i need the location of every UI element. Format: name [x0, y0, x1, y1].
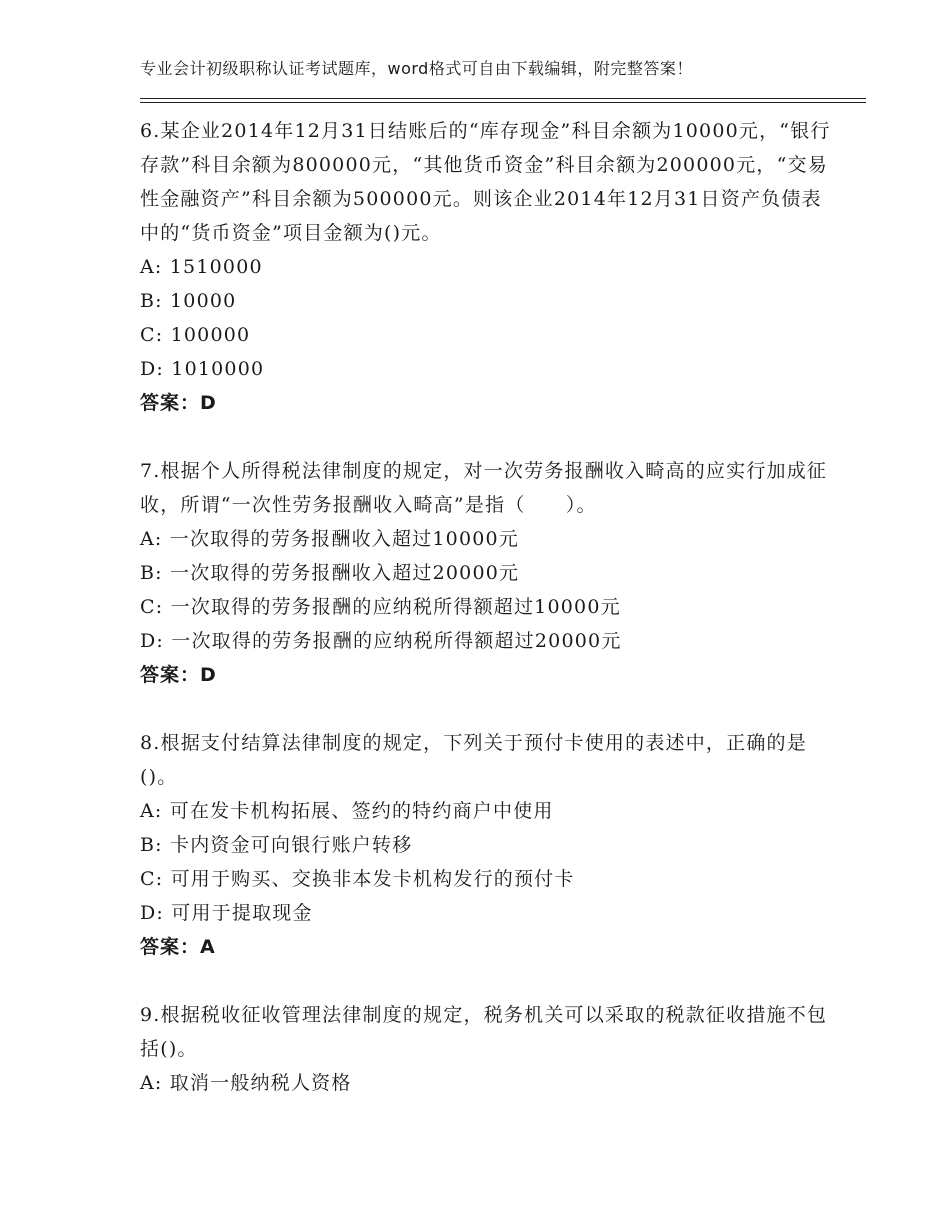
option-d: D: 可用于提取现金 — [140, 902, 313, 924]
option-d: D: 一次取得的劳务报酬的应纳税所得额超过20000元 — [140, 630, 622, 652]
option-b: B: 10000 — [140, 290, 237, 312]
question-list — [140, 114, 840, 1134]
option-c: C: 一次取得的劳务报酬的应纳税所得额超过10000元 — [140, 596, 621, 618]
question-7 — [140, 454, 840, 692]
option-a: A: 一次取得的劳务报酬收入超过10000元 — [140, 528, 520, 550]
option-a: A: 1510000 — [140, 256, 263, 278]
option-c: C: 可用于购买、交换非本发卡机构发行的预付卡 — [140, 868, 575, 890]
question-stem: 8.根据支付结算法律制度的规定，下列关于预付卡使用的表述中，正确的是()。 — [140, 732, 807, 788]
option-b: B: 一次取得的劳务报酬收入超过20000元 — [140, 562, 520, 584]
question-stem: 6.某企业2014年12月31日结账后的“库存现金”科目余额为10000元，“银行存款”科目余额为800000元，“其他货币资金”科目余额为200000元，“交易性金融资产”科目余额为500000元。则该企业2014年12月31日资产负债表中的“货币资金”项目金额为()元。 — [140, 120, 831, 244]
question-stem: 7.根据个人所得税法律制度的规定，对一次劳务报酬收入畸高的应实行加成征收，所谓“一次性劳务报酬收入畸高”是指（ ）。 — [140, 460, 828, 516]
option-a: A: 可在发卡机构拓展、签约的特约商户中使用 — [140, 800, 554, 822]
option-c: C: 100000 — [140, 324, 251, 346]
option-d: D: 1010000 — [140, 358, 265, 380]
question-8 — [140, 726, 840, 964]
option-a: A: 取消一般纳税人资格 — [140, 1072, 352, 1094]
question-6 — [140, 114, 840, 420]
option-b: B: 卡内资金可向银行账户转移 — [140, 834, 413, 856]
answer-line: 答案：D — [140, 392, 217, 414]
page-header: 专业会计初级职称认证考试题库，word格式可自由下载编辑，附完整答案！ — [140, 59, 693, 78]
header-rule-top — [140, 98, 866, 99]
header-rule-bottom — [140, 102, 866, 103]
question-9 — [140, 998, 840, 1100]
question-stem: 9.根据税收征收管理法律制度的规定，税务机关可以采取的税款征收措施不包括()。 — [140, 1004, 828, 1060]
answer-line: 答案：D — [140, 664, 217, 686]
answer-line: 答案：A — [140, 936, 216, 958]
